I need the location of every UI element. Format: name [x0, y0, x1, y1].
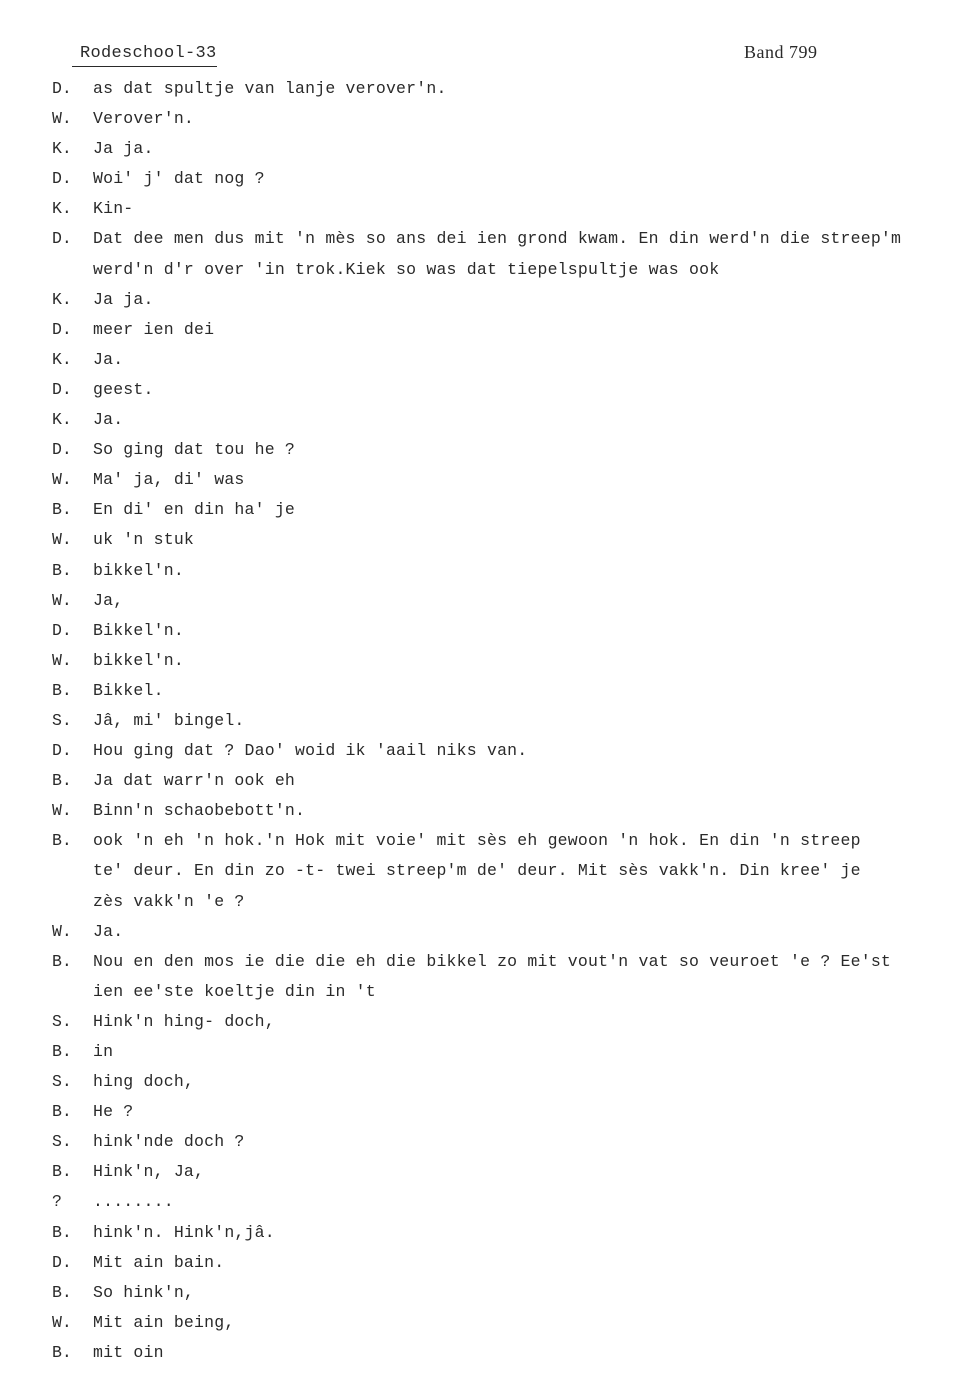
transcript-line	[0, 1218, 973, 1248]
speaker-label: B.	[52, 1162, 72, 1182]
utterance-text: Nou en den mos ie die die eh die bikkel zo mit vout'n vat so veuroet 'e ? Ee'st	[93, 951, 892, 971]
utterance-text: Mit ain being,	[93, 1312, 235, 1332]
speaker-label: W.	[52, 650, 72, 670]
transcript-line	[0, 1248, 973, 1278]
transcript-line	[0, 917, 973, 947]
utterance-text: Jâ, mi' bingel.	[93, 710, 245, 730]
title-underline	[72, 66, 217, 67]
transcript-line	[0, 255, 973, 285]
transcript-line	[0, 285, 973, 315]
speaker-label: K.	[52, 139, 72, 159]
utterance-text: Woi' j' dat nog ?	[93, 169, 265, 189]
transcript-line	[0, 706, 973, 736]
utterance-text: mit oin	[93, 1342, 164, 1362]
transcript-line	[0, 1127, 973, 1157]
speaker-label: D.	[52, 440, 72, 460]
transcript-line	[0, 586, 973, 616]
transcript-line	[0, 495, 973, 525]
utterance-text: Ja dat warr'n ook eh	[93, 771, 296, 791]
speaker-label: B.	[52, 1042, 72, 1061]
transcript-line	[0, 224, 973, 254]
speaker-label: D.	[52, 79, 72, 98]
transcript-line	[0, 646, 973, 676]
utterance-text: ien ee'ste koeltje din in 't	[93, 981, 376, 1001]
speaker-label: K.	[52, 349, 72, 369]
utterance-text: Binn'n schaobebott'n.	[93, 801, 306, 821]
utterance-text: ........	[93, 1192, 174, 1212]
transcript-line	[0, 1037, 973, 1067]
transcript-line	[0, 104, 973, 134]
utterance-text: Dat dee men dus mit 'n mès so ans dei ien grond kwam. En din werd'n die streep'm	[93, 229, 902, 249]
transcript-line	[0, 887, 973, 917]
transcript-line	[0, 766, 973, 796]
transcript-line	[0, 435, 973, 465]
utterance-text: hink'nde doch ?	[93, 1132, 245, 1152]
speaker-label: S.	[52, 1132, 72, 1152]
speaker-label: W.	[52, 470, 72, 490]
speaker-label: D.	[52, 1252, 72, 1272]
transcript-line	[0, 616, 973, 646]
speaker-label: D.	[52, 169, 72, 189]
transcript-line	[0, 556, 973, 586]
speaker-label: B.	[52, 500, 72, 520]
utterance-text: bikkel'n.	[93, 650, 184, 670]
utterance-text: Ja.	[93, 921, 124, 941]
utterance-text: Ja ja.	[93, 139, 154, 159]
utterance-text: ook 'n eh 'n hok.'n Hok mit voie' mit sès eh gewoon 'n hok. En din 'n streep	[93, 831, 861, 851]
utterance-text: Hink'n, Ja,	[93, 1162, 205, 1182]
utterance-text: as dat spultje van lanje verover'n.	[93, 79, 447, 98]
utterance-text: Mit ain bain.	[93, 1252, 225, 1272]
transcript-line	[0, 796, 973, 826]
transcript-line	[0, 676, 973, 706]
speaker-label: W.	[52, 1312, 72, 1332]
speaker-label: K.	[52, 289, 72, 309]
transcript-line	[0, 405, 973, 435]
speaker-label: W.	[52, 801, 72, 821]
transcript-line	[0, 947, 973, 977]
utterance-text: Verover'n.	[93, 109, 195, 129]
transcript-line	[0, 525, 973, 555]
speaker-label: B.	[52, 1342, 72, 1362]
transcript-line	[0, 1308, 973, 1338]
speaker-label: W.	[52, 590, 72, 610]
utterance-text: Kin-	[93, 199, 134, 219]
utterance-text: Ja,	[93, 590, 124, 610]
transcript-line	[0, 465, 973, 495]
transcript-line	[0, 856, 973, 886]
transcript-line	[0, 1187, 973, 1217]
transcript-line	[0, 1278, 973, 1308]
speaker-label: W.	[52, 109, 72, 129]
speaker-label: K.	[52, 410, 72, 430]
transcript-line	[0, 826, 973, 856]
speaker-label: W.	[52, 530, 72, 550]
utterance-text: Ja.	[93, 410, 124, 430]
speaker-label: S.	[52, 710, 72, 730]
utterance-text: Ja ja.	[93, 289, 154, 309]
document-title	[80, 44, 217, 63]
utterance-text: So hink'n,	[93, 1282, 195, 1302]
transcript-line	[0, 375, 973, 405]
speaker-label: B.	[52, 771, 72, 791]
document-title-text: Rodeschool-33	[80, 44, 217, 63]
utterance-text: hink'n. Hink'n,jâ.	[93, 1222, 275, 1242]
utterance-text: te' deur. En din zo -t- twei streep'm de' deur. Mit sès vakk'n. Din kree' je	[93, 861, 861, 881]
speaker-label: B.	[52, 1222, 72, 1242]
speaker-label: D.	[52, 620, 72, 640]
utterance-text: Ma' ja, di' was	[93, 470, 245, 490]
transcript-line	[0, 736, 973, 766]
utterance-text: Hou ging dat ? Dao' woid ik 'aail niks van.	[93, 741, 528, 761]
band-label: Band 799	[744, 42, 818, 62]
utterance-text: Hink'n hing- doch,	[93, 1011, 275, 1031]
transcript-line	[0, 1338, 973, 1368]
utterance-text: meer ien dei	[93, 319, 215, 339]
speaker-label: D.	[52, 379, 72, 399]
transcript-line	[0, 977, 973, 1007]
transcript-line	[0, 315, 973, 345]
utterance-text: uk 'n stuk	[93, 530, 195, 550]
transcript-line	[0, 134, 973, 164]
speaker-label: S.	[52, 1072, 72, 1092]
speaker-label: D.	[52, 229, 72, 249]
speaker-label: S.	[52, 1011, 72, 1031]
utterance-text: werd'n d'r over 'in trok.Kiek so was dat tiepelspultje was ook	[93, 259, 720, 279]
transcript	[0, 74, 973, 1368]
utterance-text: bikkel'n.	[93, 560, 184, 580]
speaker-label: B.	[52, 560, 72, 580]
speaker-label: B.	[52, 1102, 72, 1122]
speaker-label: B.	[52, 951, 72, 971]
utterance-text: He ?	[93, 1102, 134, 1122]
utterance-text: En di' en din ha' je	[93, 500, 296, 520]
utterance-text: Ja.	[93, 349, 124, 369]
utterance-text: in	[93, 1042, 114, 1061]
transcript-line	[0, 74, 973, 104]
transcript-line	[0, 345, 973, 375]
utterance-text: hing doch,	[93, 1072, 195, 1092]
utterance-text: zès vakk'n 'e ?	[93, 891, 245, 911]
speaker-label: W.	[52, 921, 72, 941]
utterance-text: So ging dat tou he ?	[93, 440, 296, 460]
speaker-label: B.	[52, 831, 72, 851]
speaker-label: D.	[52, 319, 72, 339]
transcript-line	[0, 164, 973, 194]
transcript-line	[0, 1007, 973, 1037]
speaker-label: K.	[52, 199, 72, 219]
utterance-text: Bikkel'n.	[93, 620, 184, 640]
transcript-line	[0, 1097, 973, 1127]
transcript-line	[0, 194, 973, 224]
transcript-line	[0, 1067, 973, 1097]
utterance-text: Bikkel.	[93, 680, 164, 700]
speaker-label: ?	[52, 1192, 62, 1212]
speaker-label: D.	[52, 741, 72, 761]
utterance-text: geest.	[93, 379, 154, 399]
speaker-label: B.	[52, 680, 72, 700]
transcript-line	[0, 1157, 973, 1187]
speaker-label: B.	[52, 1282, 72, 1302]
